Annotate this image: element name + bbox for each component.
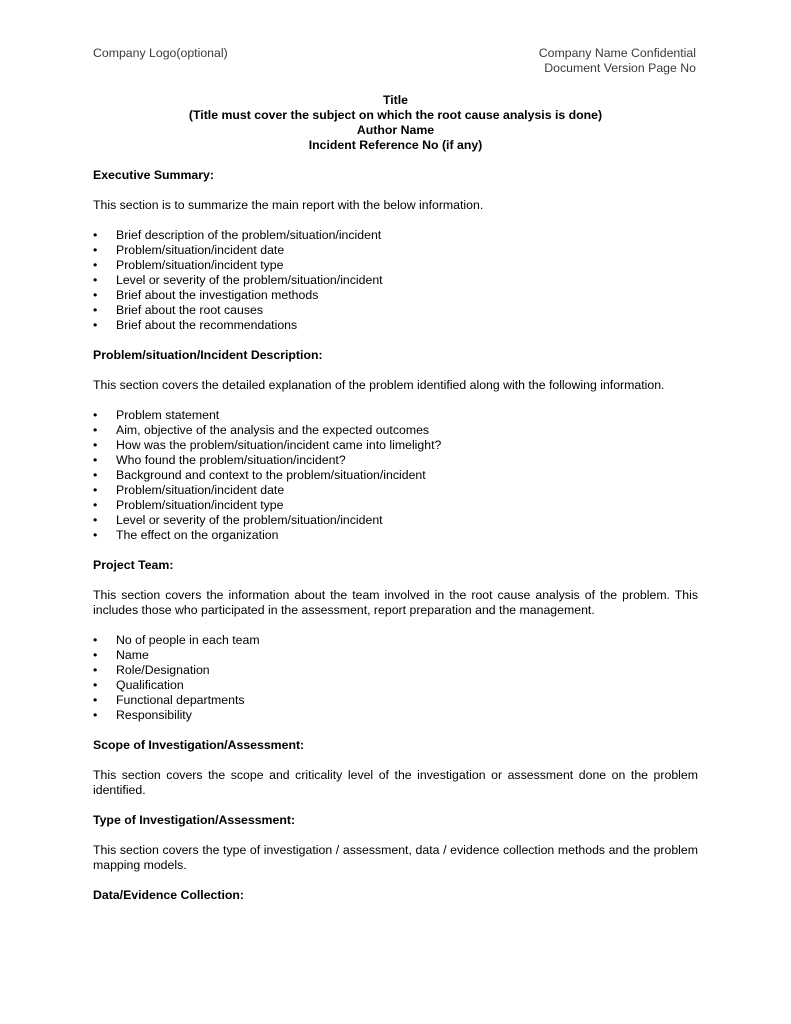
list-item: • Background and context to the problem/situation/incident <box>93 468 698 483</box>
section-heading: Data/Evidence Collection: <box>93 888 245 902</box>
list-item: • Problem/situation/incident type <box>93 498 698 513</box>
list-item: • Who found the problem/situation/incident? <box>93 453 698 468</box>
list-item: • Brief about the investigation methods <box>93 288 698 303</box>
section-heading: Scope of Investigation/Assessment: <box>93 738 305 752</box>
list-item: • How was the problem/situation/incident came into limelight? <box>93 438 698 453</box>
list-item: • No of people in each team <box>93 633 698 648</box>
section <box>93 813 698 888</box>
list-item: • Role/Designation <box>93 663 698 678</box>
list-item: • Functional departments <box>93 693 698 708</box>
header-company-logo: Company Logo(optional) <box>93 46 228 60</box>
bullet-list <box>93 633 698 723</box>
section <box>93 888 698 903</box>
section <box>93 738 698 813</box>
list-item: • Problem/situation/incident date <box>93 243 698 258</box>
document-body <box>93 93 698 903</box>
section-heading: Executive Summary: <box>93 168 214 182</box>
title-block <box>93 93 698 153</box>
section <box>93 168 698 348</box>
section-text: This section covers the information about the team involved in the root cause analysis of the problem. This includes those who participated in the assessment, report preparation and the management. <box>93 588 698 617</box>
section-heading: Project Team: <box>93 558 174 572</box>
list-item: • Aim, objective of the analysis and the expected outcomes <box>93 423 698 438</box>
document-author: Author Name <box>356 123 435 137</box>
list-item: • Problem/situation/incident type <box>93 258 698 273</box>
list-item: • Responsibility <box>93 708 698 723</box>
document-subtitle: (Title must cover the subject on which the root cause analysis is done) <box>188 108 603 122</box>
list-item: • Brief about the root causes <box>93 303 698 318</box>
header-document-version: Document Version Page No <box>544 61 696 75</box>
list-item: • Qualification <box>93 678 698 693</box>
header-right <box>539 46 696 76</box>
section-text: This section is to summarize the main report with the below information. <box>93 198 484 212</box>
section-text: This section covers the scope and criticality level of the investigation or assessment done on the problem identified. <box>93 768 698 797</box>
section-text: This section covers the detailed explanation of the problem identified along with the following information. <box>93 378 665 392</box>
list-item: • Level or severity of the problem/situation/incident <box>93 273 698 288</box>
section-heading: Type of Investigation/Assessment: <box>93 813 296 827</box>
list-item: • Brief about the recommendations <box>93 318 698 333</box>
list-item: • Level or severity of the problem/situation/incident <box>93 513 698 528</box>
sections <box>93 168 698 903</box>
list-item: • Problem statement <box>93 408 698 423</box>
section-heading: Problem/situation/Incident Description: <box>93 348 323 362</box>
document-title: Title <box>382 93 409 107</box>
section <box>93 348 698 558</box>
list-item: • Name <box>93 648 698 663</box>
section-text: This section covers the type of investigation / assessment, data / evidence collection methods and the problem mapping models. <box>93 843 698 872</box>
bullet-list <box>93 408 698 543</box>
list-item: • Brief description of the problem/situation/incident <box>93 228 698 243</box>
bullet-list <box>93 228 698 333</box>
list-item: • Problem/situation/incident date <box>93 483 698 498</box>
header-company-name: Company Name Confidential <box>538 46 696 60</box>
document-reference: Incident Reference No (if any) <box>308 138 483 152</box>
section <box>93 558 698 738</box>
list-item: • The effect on the organization <box>93 528 698 543</box>
